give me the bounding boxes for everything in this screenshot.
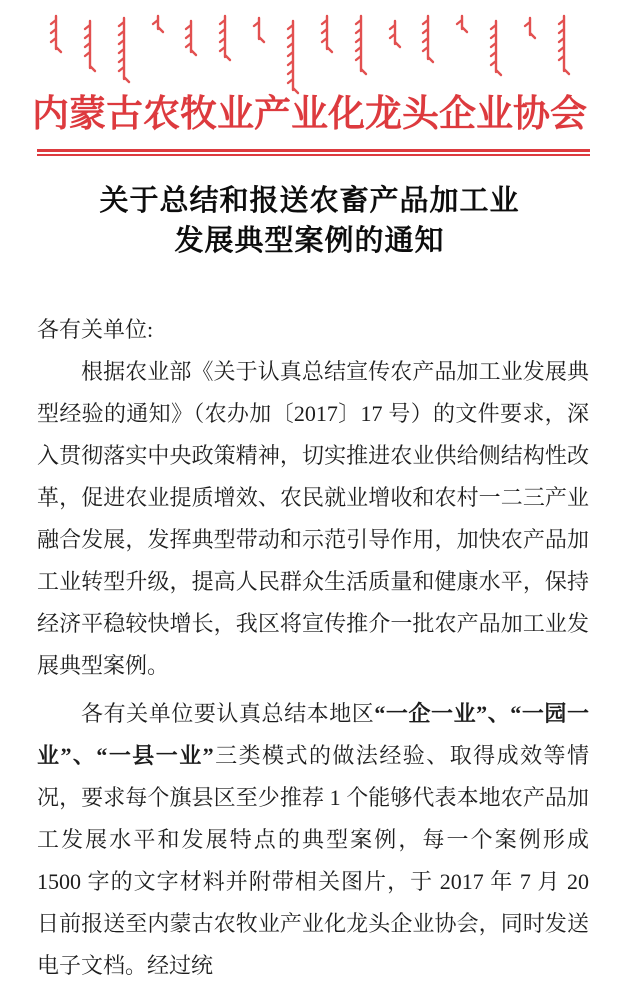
- mongolian-script: [0, 15, 619, 93]
- document-title: [0, 181, 619, 261]
- paragraph-2-text-post: 三类模式的做法经验、取得成效等情况，要求每个旗县区至少推荐 1 个能够代表本地农产品加工发展水平和发展特点的典型案例，每一个案例形成 1500 字的文字材料并附带相关图片，于 2017 年 7 月 20 日前报送至内蒙古农牧业产业化龙头企业协会，同时发送电子文档。经过统: [37, 743, 589, 978]
- mongolian-word-glyph: [387, 20, 402, 50]
- salutation: 各有关单位:: [37, 317, 154, 342]
- mongolian-word-glyph: [522, 17, 537, 41]
- mongolian-word-glyph: [285, 20, 300, 96]
- notice-body: [0, 181, 619, 987]
- document-title-line2: 发展典型案例的通知: [174, 225, 445, 257]
- paragraph-2: [0, 693, 619, 987]
- mongolian-word-glyph: [48, 15, 63, 55]
- mongolian-word-glyph: [82, 20, 97, 74]
- mongolian-word-glyph: [116, 17, 131, 85]
- organization-name: 内蒙古农牧业产业化龙头企业协会: [32, 94, 587, 135]
- mongolian-word-glyph: [319, 15, 334, 55]
- mongolian-word-glyph: [183, 20, 198, 58]
- mongolian-word-glyph: [488, 20, 503, 78]
- mongolian-word-glyph: [353, 15, 368, 77]
- mongolian-word-glyph: [556, 15, 571, 77]
- paragraph-1: 根据农业部《关于认真总结宣传农产品加工业发展典型经验的通知》（农办加〔2017〕17 号）的文件要求，深入贯彻落实中央政策精神，切实推进农业供给侧结构性改革，促进农业提质增效、农民就业增收和农村一二三产业融合发展，发挥典型带动和示范引导作用，加快农产品加工业转型升级，提高人民群众生活质量和健康水平，保持经济平稳较快增长，我区将宣传推介一批农产品加工业发展典型案例。: [37, 359, 589, 678]
- mongolian-word-glyph: [420, 15, 435, 65]
- mongolian-word-glyph: [150, 15, 165, 35]
- mongolian-word-glyph: [217, 15, 232, 63]
- paragraph-2-text-pre: 各有关单位要认真总结本地区: [81, 701, 375, 726]
- paragraph-2-bold-terms: “一企一业”、“一园一业”、“一县一业”: [37, 701, 589, 768]
- document-title-line1: 关于总结和报送农畜产品加工业: [99, 185, 520, 217]
- mongolian-word-glyph: [251, 17, 266, 45]
- letterhead-divider: [37, 149, 590, 156]
- letterhead: [0, 0, 619, 156]
- mongolian-word-glyph: [454, 15, 469, 35]
